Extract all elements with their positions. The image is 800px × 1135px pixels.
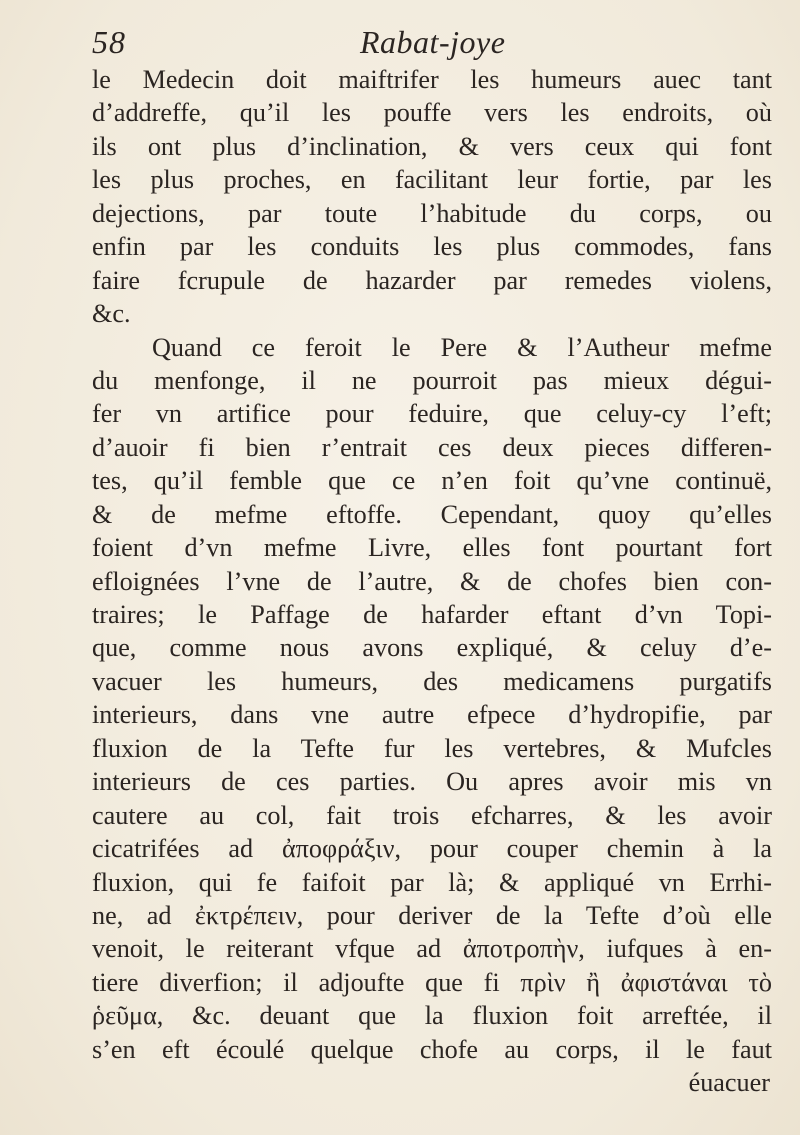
text-line: faire fcrupule de hazarder par remedes violens, (92, 265, 772, 295)
text-line: traires; le Paffage de hafarder eftant d’vn Topi- (92, 600, 772, 629)
text-line: tes, qu’il femble que ce n’en foit qu’vne continuë, (92, 466, 772, 496)
page-header (92, 22, 772, 62)
body-text (92, 63, 772, 1100)
text-line: efloignées l’vne de l’autre, & de chofes bien con- (92, 566, 772, 596)
text-line: Quand ce feroit le Pere & l’Autheur mefme (152, 332, 772, 362)
text-line: interieurs de ces parties. Ou apres avoir mis vn (92, 767, 772, 797)
text-line: ils ont plus d’inclination, & vers ceux qui font (92, 131, 772, 161)
text-line: & de mefme eftoffe. Cependant, quoy qu’elles (92, 499, 772, 529)
text-line: que, comme nous avons expliqué, & celuy d’e- (92, 633, 772, 663)
text-line: du menfonge, il ne pourroit pas mieux dégui- (92, 365, 772, 395)
text-line: dejections, par toute l’habitude du corps, ou (92, 198, 772, 228)
text-line: d’addreffe, qu’il les pouffe vers les endroits, où (92, 98, 772, 128)
text-line: fluxion, qui fe faifoit par là; & appliqué vn Errhi- (92, 867, 772, 897)
text-line: d’auoir fi bien r’entrait ces deux pieces differen- (92, 432, 772, 462)
text-line: vacuer les humeurs, des medicamens purgatifs (92, 666, 772, 696)
catchword: éuacuer (688, 1068, 770, 1098)
text-line: tiere diverfion; il adjoufte que fi πρὶν ἢ ἀφιστάναι τὸ (92, 967, 772, 997)
text-line: interieurs, dans vne autre efpece d’hydropifie, par (92, 700, 772, 730)
text-line: venoit, le reiterant vfque ad ἀποτροπὴν, iufques à en- (92, 934, 772, 964)
paragraph-1 (92, 63, 772, 331)
text-line: enfin par les conduits les plus commodes, fans (92, 232, 772, 262)
text-line: foient d’vn mefme Livre, elles font pourtant fort (92, 533, 772, 563)
text-line: ne, ad ἐκτρέπειν, pour deriver de la Tefte d’où elle (92, 900, 772, 930)
text-line: fluxion de la Tefte fur les vertebres, & Mufcles (92, 733, 772, 763)
text-line: &c. (92, 299, 131, 329)
text-line: les plus proches, en facilitant leur fortie, par les (92, 165, 772, 195)
text-line: cicatrifées ad ἀποφράξιν, pour couper chemin à la (92, 834, 772, 864)
text-line: fer vn artifice pour feduire, que celuy-cy l’eft; (92, 399, 772, 429)
running-title: Rabat-joye (360, 24, 506, 60)
page-number: 58 (92, 24, 126, 60)
text-line: cautere au col, fait trois efcharres, & les avoir (92, 800, 772, 830)
text-line: le Medecin doit maiftrifer les humeurs auec tant (92, 65, 772, 94)
text-line: s’en eft écoulé quelque chofe au corps, il le faut (92, 1034, 772, 1064)
text-line: ῥεῦμα, &c. deuant que la fluxion foit arreftée, il (92, 1001, 772, 1031)
paragraph-2 (92, 331, 772, 1067)
